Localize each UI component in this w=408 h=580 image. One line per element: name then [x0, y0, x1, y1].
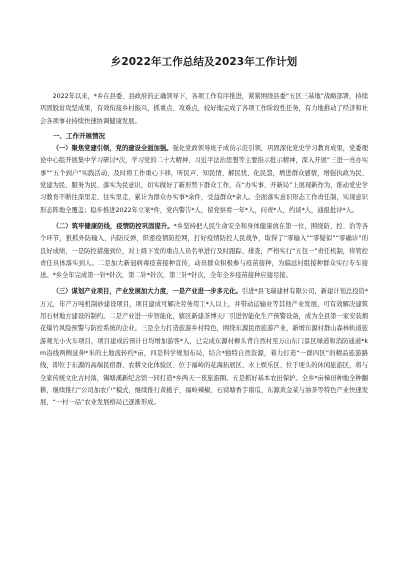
paragraph-body: 引进*县飞瑞建材有限公司，新建计划总投资*万元，年产万吨机制砂建设项目，项目建成可解决劳务用工*人以上，并带动运输业等其他产业发展，可有效解决建筑用石材地方建设的制约。二是产业进一步智能化，辖区新建茶博天厂引进智能化生产预警设备，成为全县第一家安装烟花爆竹风险预警与防控系统的企业。三是全力打造旅游乡村特色，围绕东源民宿旅游产业，新增东源村群山森林轨道旅游观光小火车项目，项目建成后预计日均增加游客*人，已完成东源村柳头背自然村至万山东门景区绿道和消防通道*km沿线两侧延伸*米的土地流转约*亩，四是科学规划布局，结合*独特自然资源，着力打造“一群四区”的精品旅游路线，即位于东源的高端民宿群、农耕文化体验区、位于福岭的花海拓展区、水上娱乐区、位于埂头的休闲旅游区，将与全家传统文化古村落，锡塘溪新纪念馆一同打造*乡两天一夜旅游圈。五是抓好基本农田保护。全乡*亩梯田种地全种翻耕，继续推行“公司加农户”模式，继续推行黄栀子、福岭辣椒、石窝塘香芋南瓜、东源黄金菜与油茶等特色产业快速发展，“一村一品”农业发展格局已逐渐形成。 — [40, 288, 369, 407]
intro-paragraph: 2022年以来，*乡在县委、县政府的正确领导下，各项工作有序推进，紧紧围绕县委“五区三基地”战略部署，持续巩固脱贫攻坚成果，有效衔接乡村振兴，抓重点、攻难点，较好地完成了各项工作阶段性任务，有力地推动了经济和社会各项事业持续快速协调健康发展。 — [40, 93, 368, 125]
document-title: 乡2022年工作总结及2023年工作计划 — [110, 56, 298, 68]
paragraph-epidemic-prevention — [40, 221, 368, 282]
paragraph-lead: （一）聚焦党建引领，党的建设全面加强。 — [52, 145, 173, 153]
section-heading-work-status: 一、工作开展情况 — [53, 131, 105, 140]
paragraph-lead: （三）谋划产业项目，产业发展加大力度，一是产业进一步多元化。 — [52, 288, 242, 296]
paragraph-lead: （二）筑牢健康防线，疫情防控巩固提升。 — [52, 222, 174, 230]
paragraph-industry-projects — [40, 286, 368, 409]
paragraph-party-building — [40, 143, 368, 217]
paragraph-body: *乡坚持把人民生命安全和身体健康放在第一位，围绕防、控、治等各个环节，狠抓外防输入、内防反弹，织密疫情防控网，打好疫情防控人民战争，取得了“零输入”“零疑似”“零确诊”的良好成绩，一是防控措施到位，对上级下发的重点人员名单进行及时跟踪、排查，严格实行“五包一”责任机制，将管控责任具体落实到人。二是加大新冠病毒疫苗接种宣传，动员群众积极参与疫苗接种，为偏远村组接种群众实行专车接送。*乡全年完成第一针*针次，第二针*针次，第三针*针次，全年全乡疫苗接种应接尽接。 — [40, 222, 368, 280]
paragraph-body: 强化党政领导班子成员示范引领，巩固深化党史学习教育成果，党委理论中心组开展集中学习研讨*次，学习党的二十大精神、习近平法治思想等主要指示批示精神，深入开展“三进一亮办实事”“五个到户”实践活动，及时将工作重心下移，听民声、知民情、解民忧、化民怨，增进群众感情，增强执政为民、党建为民、服务为民、落实为民意识，切实做好了新形势下群众工作，在“办实事、开新局”上展现新作为，推动党史学习教育不断往深里走、往实里走，累计为群众办实事*余件，受益群众*余人。全面落实意识形态工作责任制，实现意识形态阵地全覆盖；稳步推进2022年立案*件，党内警告*人，留党察看一年*人，问责*人，约谈*人，通报批评*人。 — [40, 145, 369, 214]
